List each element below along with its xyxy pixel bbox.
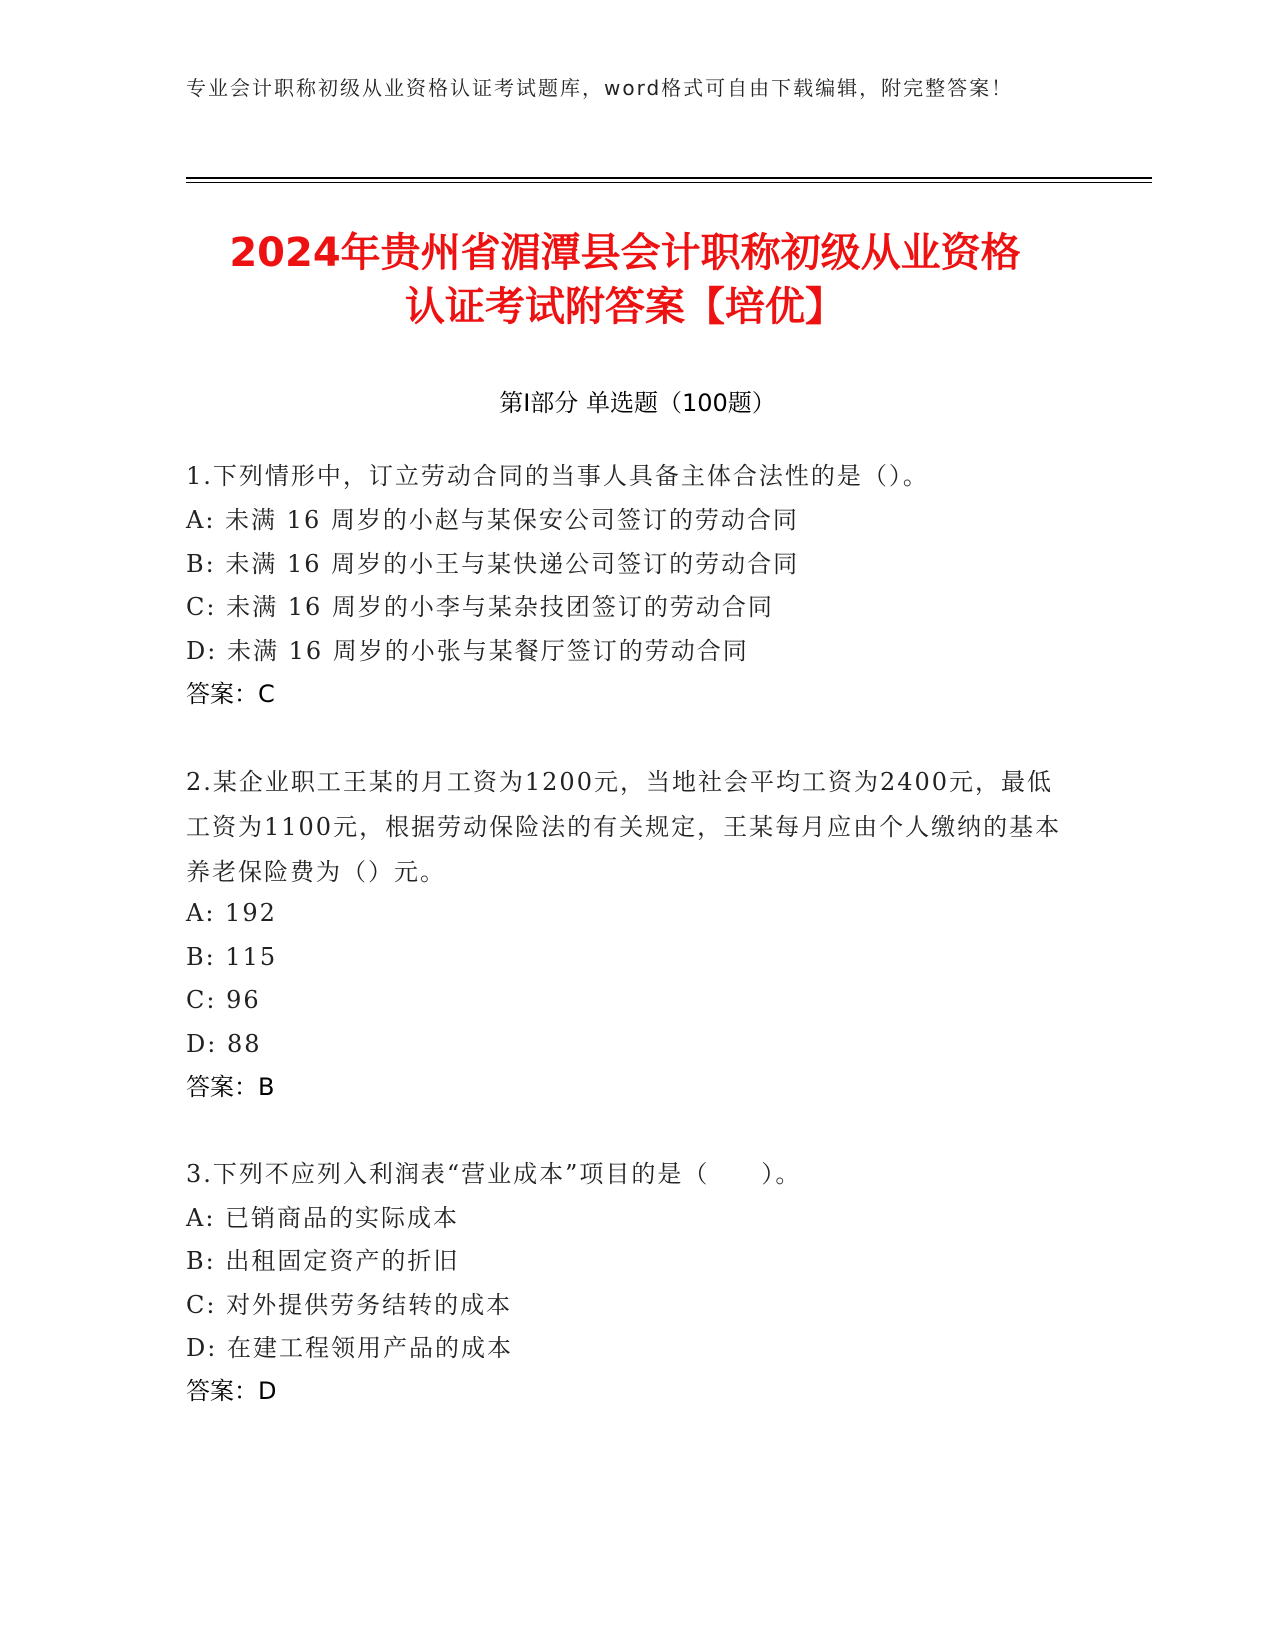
question-1-option-a: A: 未满 16 周岁的小赵与某保安公司签订的劳动合同 bbox=[186, 506, 799, 534]
question-2-option-b: B: 115 bbox=[186, 943, 278, 971]
question-2-option-a: A: 192 bbox=[186, 899, 277, 927]
question-2-text: 2.某企业职工王某的月工资为1200元，当地社会平均工资为2400元，最低工资为1100元，根据劳动保险法的有关规定，王某每月应由个人缴纳的基本养老保险费为（）元。 bbox=[186, 768, 1062, 886]
question-1-option-d: D: 未满 16 周岁的小张与某餐厅签订的劳动合同 bbox=[186, 637, 749, 665]
question-1-answer: 答案：C bbox=[186, 680, 275, 708]
header-rule-thick bbox=[186, 177, 1152, 179]
question-2-option-c: C: 96 bbox=[186, 986, 261, 1014]
question-3-text: 3.下列不应列入利润表“营业成本”项目的是（ ）。 bbox=[186, 1160, 802, 1188]
question-2-option-d: D: 88 bbox=[186, 1030, 262, 1058]
question-3-answer: 答案：D bbox=[186, 1377, 277, 1405]
title-line-2: 认证考试附答案【培优】 bbox=[405, 284, 845, 330]
document-title bbox=[160, 226, 1090, 334]
question-3-option-b: B: 出租固定资产的折旧 bbox=[186, 1247, 460, 1275]
question-1-text: 1.下列情形中，订立劳动合同的当事人具备主体合法性的是（）。 bbox=[186, 462, 929, 490]
question-3-option-c: C: 对外提供劳务结转的成本 bbox=[186, 1291, 513, 1319]
question-3-option-a: A: 已销商品的实际成本 bbox=[186, 1204, 460, 1232]
question-2-answer: 答案：B bbox=[186, 1073, 275, 1101]
title-line-1: 2024年贵州省湄潭县会计职称初级从业资格 bbox=[229, 230, 1021, 276]
question-1-option-b: B: 未满 16 周岁的小王与某快递公司签订的劳动合同 bbox=[186, 550, 800, 578]
question-3-option-d: D: 在建工程领用产品的成本 bbox=[186, 1334, 513, 1362]
question-1-option-c: C: 未满 16 周岁的小李与某杂技团签订的劳动合同 bbox=[186, 593, 774, 621]
section-title: 第I部分 单选题（100题） bbox=[499, 389, 776, 417]
header-note: 专业会计职称初级从业资格认证考试题库，word格式可自由下载编辑，附完整答案！ bbox=[186, 76, 1014, 100]
header-rule-thin bbox=[186, 182, 1152, 183]
